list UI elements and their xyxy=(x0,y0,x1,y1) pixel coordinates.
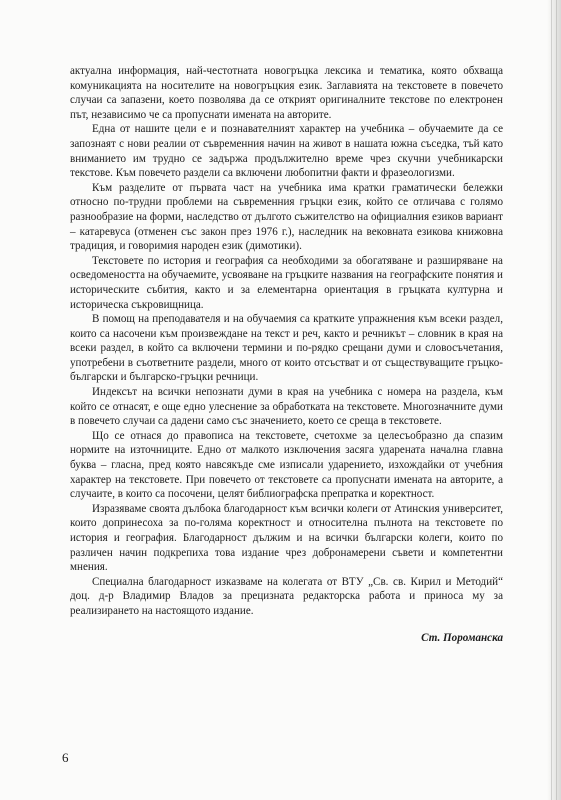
paragraph: В помощ на преподавателя и на обучаемия са кратките упражнения към всеки раздел, които са насочени към произвеждане на текст и реч, както и речникът – словник в края на всеки раздел, в който са включени термини и по-рядко срещани думи и словосъчетания, употребени в съответните раздели, много от които отсъстват и от съществуващите гръцко-български и българско-гръцки речници. xyxy=(70,313,503,384)
paragraph: Специална благодарност изказваме на колегата от ВТУ „Св. св. Кирил и Методий“ доц. д-р Владимир Владов за прецизната редакторска работа и приноса му за реализирането на настоящото издание. xyxy=(70,575,503,617)
binding-lines xyxy=(551,0,557,800)
page-number: 6 xyxy=(62,750,69,765)
paragraph: Текстовете по история и география са необходими за обогатяване и разширяване на осведомеността на обучаемите, усвояване на гръцките названия на географските понятия и историческите събития, както и за елементарна ориентация в гръцката културна и историческа съкровищница. xyxy=(70,254,503,311)
paragraph: Индексът на всички непознати думи в края на учебника с номера на раздела, към който се отнасят, е още едно улеснение за обработката на текстовете. Многозначните думи в повечето случаи са дадени само със значението, което се среща в текстовете. xyxy=(70,386,503,428)
body-text xyxy=(70,64,503,645)
paragraph: актуална информация, най-честотната новогръцка лексика и тематика, която обхваща комуникацията на носителите на новогръцкия език. Заглавията на текстовете в повечето случаи са запазени, което позволява да се открият оригиналните текстове по електронен път, независимо че са пропуснати имената на авторите. xyxy=(70,65,503,121)
paragraph: Изразяваме своята дълбока благодарност към всички колеги от Атинския университет, които допринесоха за по-голяма коректност и относителна пълнота на текстовете по история и география. Благодарност дължим и на всички български колеги, които по различен начин подкрепиха това издание чрез добронамерени съвети и компетентни мнения. xyxy=(70,502,503,574)
paragraph: Към разделите от първата част на учебника има кратки граматически бележки относно по-трудни проблеми на съвременния гръцки език, който се отличава с голямо разнообразие на форми, наследство от дългото съжителство на официалния езиков вариант – катаревуса (отменен със закон през 1976 г.), наследник на вековната езикова книжовна традиция, и говоримия народен език (димотики). xyxy=(70,181,503,253)
paragraph: Една от нашите цели е и познавателният характер на учебника – обучаемите да се запознаят с нови реалии от съвременния начин на живот в нашата южна съседка, тъй като вниманието им трудно се задържа продължително време чрез скучни учебникарски текстове. Към повечето раздели са включени любопитни факти и фразеологизми. xyxy=(70,123,503,180)
paragraph: Що се отнася до правописа на текстовете, счетохме за целесъобразно да спазим нормите на източниците. Едно от малкото изключения засяга ударената начална главна буква – гласна, пред която навсякъде сме изписали ударението, изхождайки от учебния характер на текстовете. При повечето от текстовете са пропуснати имената на авторите, а случаите, в които са посочени, целят библиографска препратка и коректност. xyxy=(70,429,503,501)
author-signature: Ст. Пороманска xyxy=(421,631,503,644)
